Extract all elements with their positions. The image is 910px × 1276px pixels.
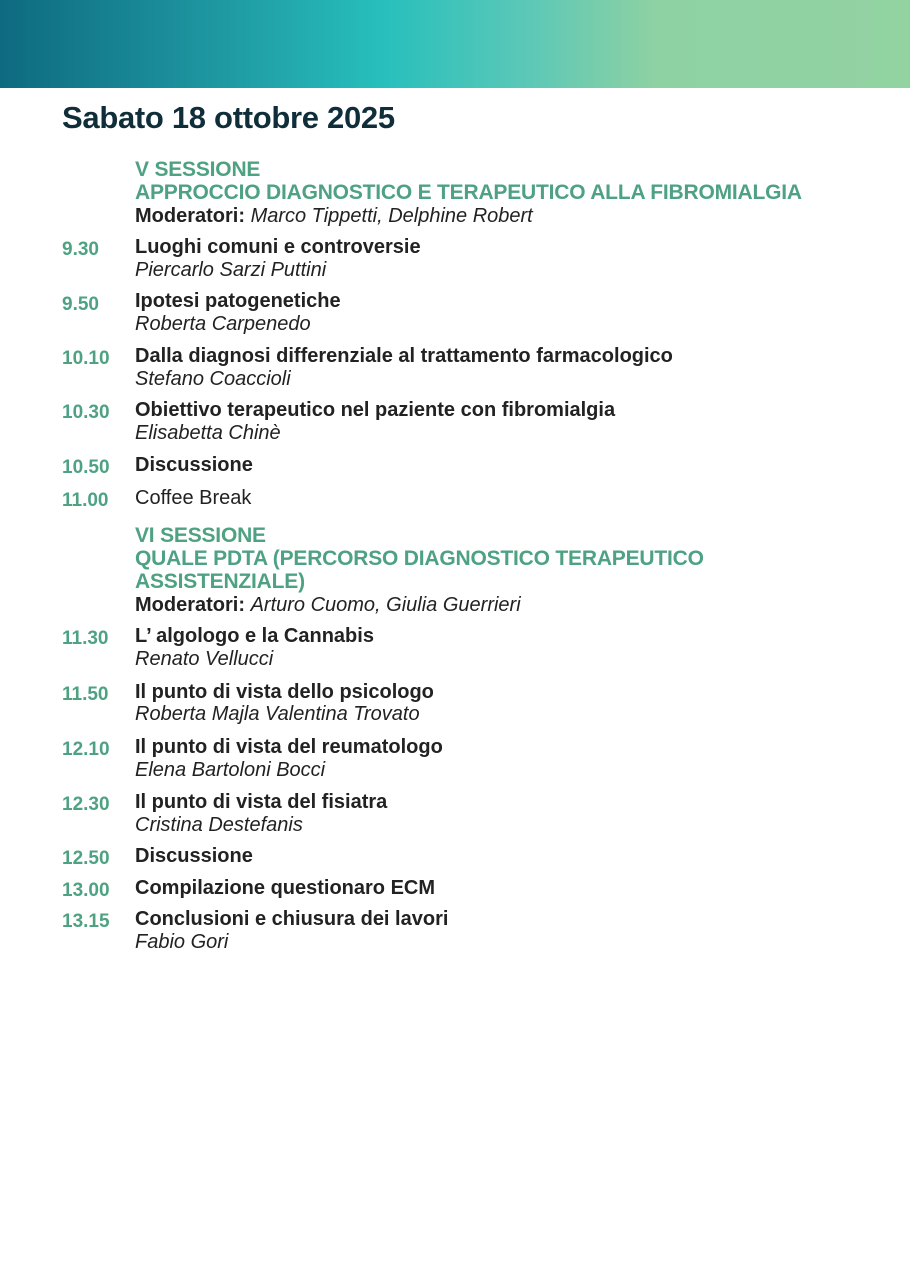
item-time: 10.50	[62, 457, 110, 478]
item-title: Discussione	[135, 454, 253, 476]
session-moderators	[135, 205, 533, 228]
moderators-names: Arturo Cuomo, Giulia Guerrieri	[250, 594, 521, 616]
item-title: Il punto di vista del reumatologo	[135, 736, 443, 758]
item-speaker: Roberta Carpenedo	[135, 313, 311, 335]
item-speaker: Roberta Majla Valentina Trovato	[135, 703, 420, 725]
item-speaker: Piercarlo Sarzi Puttini	[135, 259, 327, 281]
item-time: 9.30	[62, 239, 99, 260]
item-title: Il punto di vista dello psicologo	[135, 681, 434, 703]
moderators-label: Moderatori:	[135, 594, 245, 616]
item-speaker: Stefano Coaccioli	[135, 368, 291, 390]
session-title-continued: ASSISTENZIALE)	[135, 570, 305, 593]
item-time: 11.30	[62, 628, 109, 649]
item-title: Dalla diagnosi differenziale al trattamento farmacologico	[135, 345, 673, 367]
header-gradient-band	[0, 0, 910, 88]
item-time: 11.50	[62, 684, 109, 705]
item-time: 11.00	[62, 490, 109, 511]
session-moderators	[135, 594, 521, 617]
session-title: APPROCCIO DIAGNOSTICO E TERAPEUTICO ALLA FIBROMIALGIA	[135, 181, 802, 204]
moderators-names: Marco Tippetti, Delphine Robert	[250, 205, 533, 227]
session-label: V SESSIONE	[135, 158, 261, 181]
item-title: Conclusioni e chiusura dei lavori	[135, 908, 449, 930]
item-speaker: Renato Vellucci	[135, 648, 274, 670]
page-title: Sabato 18 ottobre 2025	[62, 100, 395, 135]
item-speaker: Cristina Destefanis	[135, 814, 303, 836]
item-title: L’ algologo e la Cannabis	[135, 625, 374, 647]
item-time: 12.30	[62, 794, 110, 815]
item-title: Compilazione questionaro ECM	[135, 877, 436, 899]
item-time: 12.50	[62, 848, 110, 869]
item-time: 9.50	[62, 294, 99, 315]
item-time: 10.30	[62, 402, 110, 423]
moderators-label: Moderatori:	[135, 205, 245, 227]
item-title: Ipotesi patogenetiche	[135, 290, 341, 312]
item-speaker: Fabio Gori	[135, 931, 229, 953]
item-speaker: Elena Bartoloni Bocci	[135, 759, 326, 781]
item-time: 12.10	[62, 739, 110, 760]
session-label: VI SESSIONE	[135, 524, 266, 547]
item-title: Luoghi comuni e controversie	[135, 236, 421, 258]
session-title: QUALE PDTA (PERCORSO DIAGNOSTICO TERAPEUTICO	[135, 547, 704, 570]
item-title: Obiettivo terapeutico nel paziente con fibromialgia	[135, 399, 616, 421]
item-time: 13.15	[62, 911, 110, 932]
item-title: Il punto di vista del fisiatra	[135, 791, 388, 813]
item-speaker: Elisabetta Chinè	[135, 422, 281, 444]
item-title: Coffee Break	[135, 487, 252, 509]
item-title: Discussione	[135, 845, 253, 867]
item-time: 13.00	[62, 880, 110, 901]
item-time: 10.10	[62, 348, 110, 369]
